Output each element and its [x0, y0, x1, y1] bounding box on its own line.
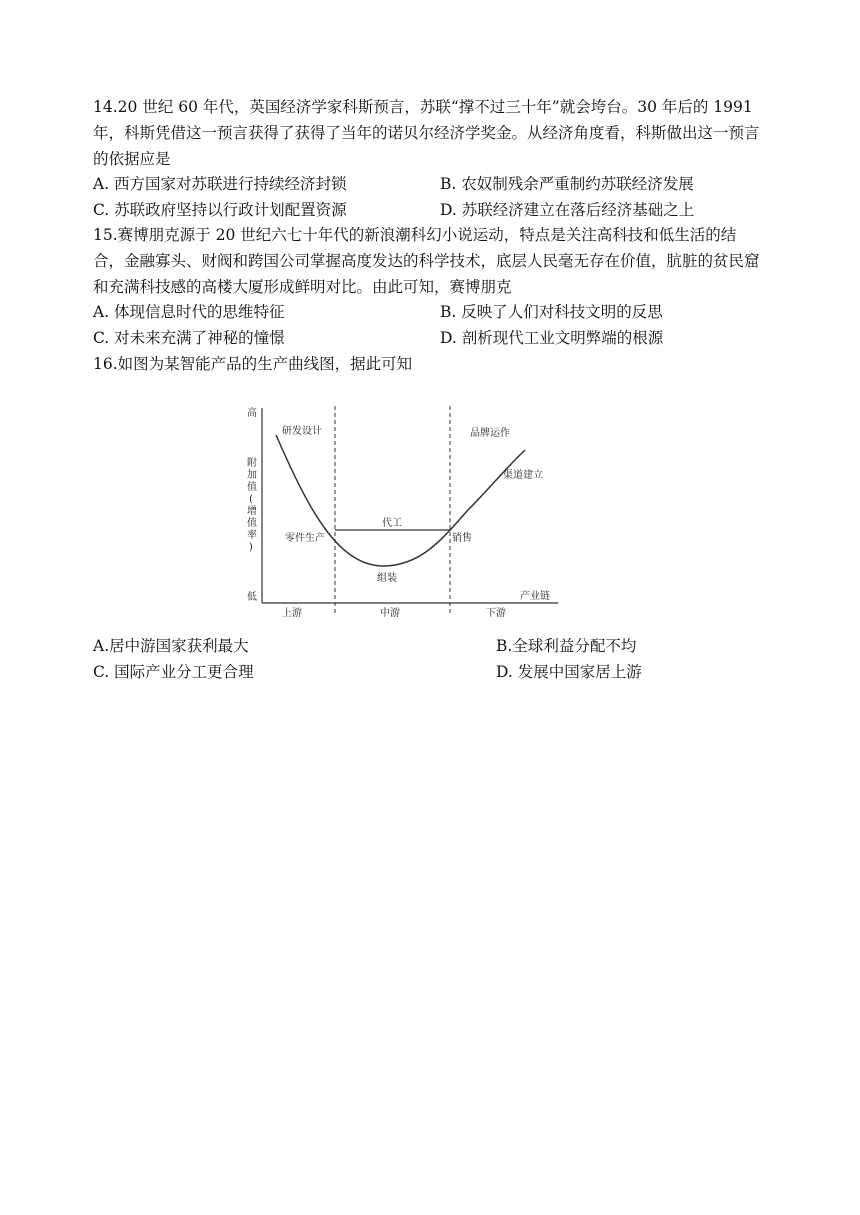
smile-curve-figure: [238, 398, 568, 623]
y-axis-char-7: 率: [247, 530, 257, 541]
y-axis-char-4: (: [249, 494, 253, 505]
x-axis-label: 产业链: [520, 591, 550, 602]
label-assembly: 组装: [377, 573, 397, 584]
q16-option-c[interactable]: C. 国际产业分工更合理: [93, 663, 254, 681]
smile-curve: [276, 435, 525, 566]
y-axis-char-6: 值: [247, 518, 257, 529]
stage-downstream: 下游: [486, 608, 506, 619]
y-axis-char-2: 加: [247, 470, 257, 481]
q14-stem: 14.20 世纪 60 年代，英国经济学家科斯预言，苏联“撑不过三十年”就会垮台。30 年后的 1991 年，科斯凭借这一预言获得了获得了当年的诺贝尔经济学奖金。从经济角度看，科斯做出这一预言的依据应是: [93, 98, 760, 168]
q15-option-c[interactable]: C. 对未来充满了神秘的憧憬: [93, 329, 285, 347]
label-rd: 研发设计: [282, 426, 322, 437]
q15-option-a[interactable]: A. 体现信息时代的思维特征: [93, 303, 285, 321]
stage-midstream: 中游: [380, 608, 400, 619]
y-axis-char-1: 附: [247, 458, 257, 469]
q16-option-d[interactable]: D. 发展中国家居上游: [496, 663, 642, 681]
stage-upstream: 上游: [282, 608, 302, 619]
q15-stem: 15.赛博朋克源于 20 世纪六七十年代的新浪潮科幻小说运动，特点是关注高科技和低生活的结合，金融寡头、财阀和跨国公司掌握高度发达的科学技术，底层人民毫无存在价值，肮脏的贫民窟和充满科技感的高楼大厦形成鲜明对比。由此可知，赛博朋克: [93, 226, 760, 296]
label-oem: 代工: [382, 518, 402, 529]
label-sales: 销售: [452, 533, 472, 544]
y-axis-char-5: 增: [247, 506, 257, 517]
y-low-label: 低: [247, 592, 257, 603]
q14-option-a[interactable]: A. 西方国家对苏联进行持续经济封锁: [93, 175, 347, 193]
label-channel: 渠道建立: [503, 470, 543, 481]
q14-option-d[interactable]: D. 苏联经济建立在落后经济基础之上: [440, 201, 695, 219]
q14-option-c[interactable]: C. 苏联政府坚持以行政计划配置资源: [93, 201, 347, 219]
q14-option-b[interactable]: B. 农奴制残余严重制约苏联经济发展: [440, 175, 694, 193]
q16-option-b[interactable]: B.全球利益分配不均: [496, 637, 637, 655]
q15-option-d[interactable]: D. 剖析现代工业文明弊端的根源: [440, 329, 664, 347]
q15-option-b[interactable]: B. 反映了人们对科技文明的反思: [440, 303, 663, 321]
q16-stem: 16.如图为某智能产品的生产曲线图，据此可知: [93, 355, 413, 373]
label-parts: 零件生产: [285, 533, 325, 544]
y-axis-char-3: 值: [247, 482, 257, 493]
label-brand: 品牌运作: [470, 428, 510, 439]
q16-option-a[interactable]: A.居中游国家获利最大: [93, 637, 249, 655]
y-axis-char-8: ): [249, 542, 253, 553]
y-high-label: 高: [247, 408, 257, 419]
